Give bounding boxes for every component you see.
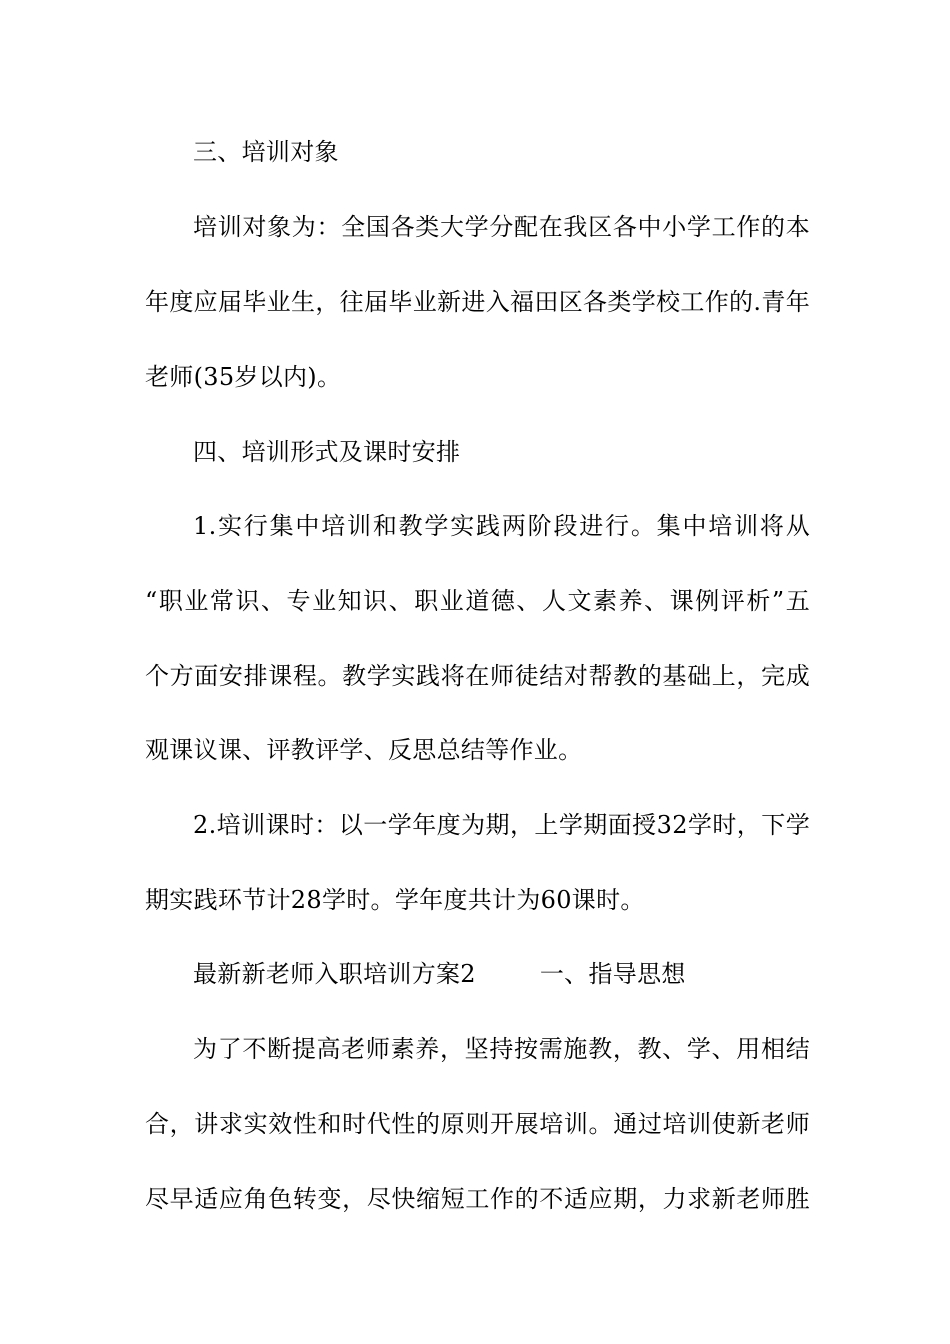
paragraph-line: 个方面安排课程。教学实践将在师徒结对帮教的基础上，完成 [145, 662, 810, 690]
paragraph-line: “职业常识、专业知识、职业道德、人文素养、课例评析”五 [145, 587, 810, 615]
section-heading-1: 一、指导思想 [539, 960, 686, 988]
paragraph-line: 2.培训课时：以一学年度为期，上学期面授32学时，下学 [193, 811, 810, 839]
paragraph-line: 1.实行集中培训和教学实践两阶段进行。集中培训将从 [193, 512, 810, 540]
section-heading-4: 四、培训形式及课时安排 [193, 438, 461, 466]
paragraph-line: 尽早适应角色转变，尽快缩短工作的不适应期，力求新老师胜 [145, 1185, 810, 1213]
paragraph-line: 合，讲求实效性和时代性的原则开展培训。通过培训使新老师 [145, 1110, 810, 1138]
paragraph-line: 年度应届毕业生，往届毕业新进入福田区各类学校工作的.青年 [145, 288, 810, 316]
section-heading-3: 三、培训对象 [193, 138, 339, 166]
paragraph-line: 老师(35岁以内)。 [145, 363, 342, 391]
paragraph-line: 观课议课、评教评学、反思总结等作业。 [145, 736, 583, 764]
paragraph-line: 期实践环节计28学时。学年度共计为60课时。 [145, 886, 645, 914]
document-title: 最新新老师入职培训方案2 [193, 960, 476, 988]
document-heading-line [193, 958, 858, 990]
paragraph-line: 为了不断提高老师素养，坚持按需施教，教、学、用相结 [193, 1035, 810, 1063]
paragraph-line: 培训对象为：全国各类大学分配在我区各中小学工作的本 [193, 213, 810, 241]
